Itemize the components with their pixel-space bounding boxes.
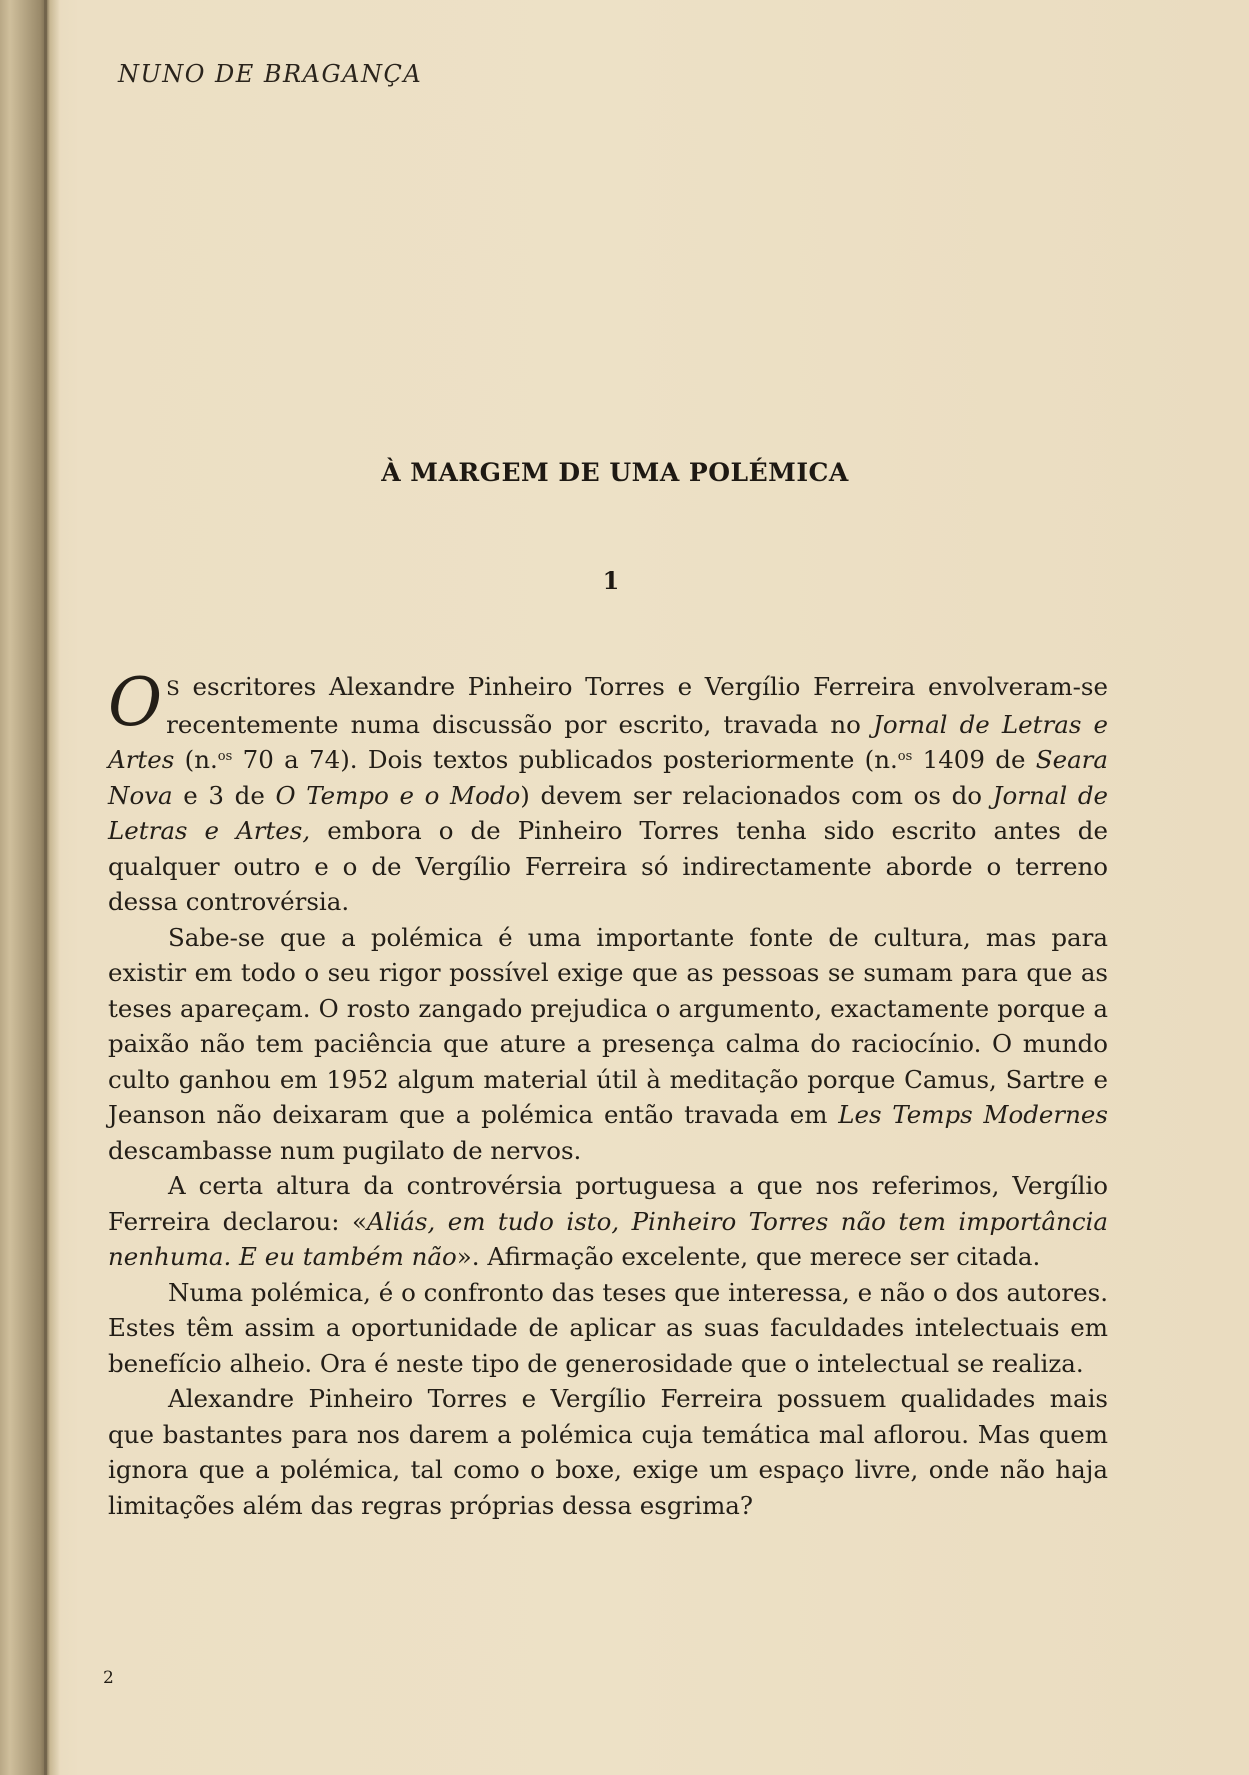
page-number: 2 [103, 1668, 114, 1688]
article-body [108, 664, 1109, 1523]
paragraph-3: A certa altura da controvérsia portuguesa a que nos referimos, Vergílio Ferreira declarou: «Aliás, em tudo isto, Pinheiro Torres não tem importância nenhuma. E eu também não». Afirmação excelente, que merece ser citada. [108, 1171, 1108, 1271]
binding-edge-line [44, 0, 47, 1775]
paragraph-5: Alexandre Pinheiro Torres e Vergílio Ferreira possuem qualidades mais que bastantes para nos darem a polémica cuja temática mal aflorou. Mas quem ignora que a polémica, tal como o boxe, exige um espaço livre, onde não haja limitações além das regras próprias dessa esgrima? [108, 1384, 1108, 1520]
drop-cap: O [108, 664, 163, 741]
paragraph-4: Numa polémica, é o confronto das teses que interessa, e não o dos autores. Estes têm assim a oportunidade de aplicar as suas faculdades intelectuais em benefício alheio. Ora é neste tipo de generosidade que o intelectual se realiza. [108, 1277, 1108, 1378]
article-title: À MARGEM DE UMA POLÉMICA [381, 458, 849, 487]
section-number: 1 [602, 566, 620, 595]
paragraph-1: O S escritores Alexandre Pinheiro Torres e Vergílio Ferreira envolveram-se recentemente numa discussão por escrito, travada no Jornal de Letras e Artes (n.$^{os}$ 70 a 74). Dois textos publicados posteriormente (n.$^{os}$ 1409 de Seara Nova e 3 de O Tempo e o Modo) devem ser relacionados com os do Jornal de Letras e Artes, embora o de Pinheiro Torres tenha sido escrito antes de qualquer outro e o de Vergílio Ferreira só indirectamente aborde o terreno dessa controvérsia. [108, 664, 1109, 916]
paragraph-2: Sabe-se que a polémica é uma importante fonte de cultura, mas para existir em todo o seu rigor possível exige que as pessoas se sumam para que as teses apareçam. O rosto zangado prejudica o argumento, exactamente porque a paixão não tem paciência que ature a presença calma do raciocínio. O mundo culto ganhou em 1952 algum material útil à meditação porque Camus, Sartre e Jeanson não deixaram que a polémica então travada em Les Temps Modernes descambasse num pugilato de nervos. [108, 922, 1108, 1165]
book-binding-shadow [0, 0, 60, 1775]
running-head-author: NUNO DE BRAGANÇA [118, 60, 423, 88]
